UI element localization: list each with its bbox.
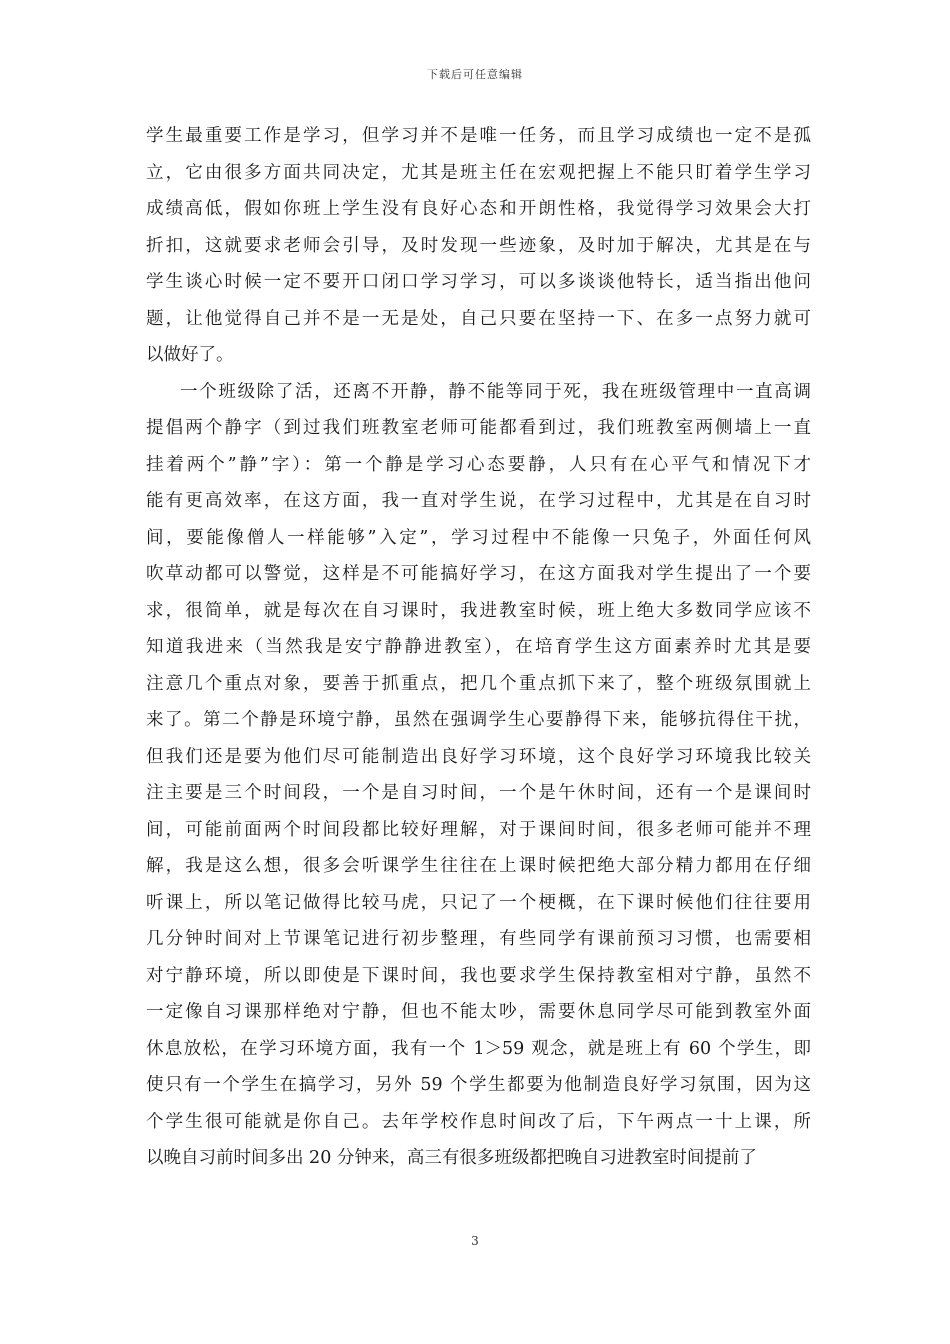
text-line: 学生谈心时候一定不要开口闭口学习学习，可以多谈谈他特长，适当指出他问	[146, 272, 811, 292]
text-line: 立，它由很多方面共同决定，尤其是班主任在宏观把握上不能只盯着学生学习	[146, 162, 811, 183]
paragraph-1	[146, 118, 811, 374]
text-line: 一个班级除了活，还离不开静，静不能等同于死，我在班级管理中一直高调	[180, 381, 811, 402]
text-line: 个学生很可能就是你自己。去年学校作息时间改了后，下午两点一十上课，所	[146, 1111, 811, 1132]
text-line: 知道我进来（当然我是安宁静静进教室），在培育学生这方面素养时尤其是要	[146, 637, 811, 657]
text-line: 解，我是这么想，很多会听课学生往往在上课时候把绝大部分精力都用在仔细	[146, 856, 811, 876]
text-line: 以做好了。	[146, 345, 234, 365]
text-line: 折扣，这就要求老师会引导，及时发现一些迹象，及时加于解决，尤其是在与	[146, 235, 811, 256]
document-body	[146, 118, 811, 1177]
text-line: 使只有一个学生在搞学习，另外 59 个学生都要为他制造良好学习氛围，因为这	[146, 1075, 811, 1095]
text-line: 一定像自习课那样绝对宁静，但也不能太吵，需要休息同学尽可能到教室外面	[146, 1002, 811, 1022]
page-header: 下载后可任意编辑	[427, 68, 523, 81]
text-line: 听课上，所以笔记做得比较马虎，只记了一个梗概，在下课时候他们往往要用	[146, 892, 811, 913]
text-line: 以晚自习前时间多出 20 分钟来，高三有很多班级都把晚自习进教室时间提前了	[146, 1148, 757, 1168]
text-line: 但我们还是要为他们尽可能制造出良好学习环境，这个良好学习环境我比较关	[146, 746, 811, 767]
text-line: 吹草动都可以警觉，这样是不可能搞好学习，在这方面我对学生提出了一个要	[146, 564, 811, 584]
text-line: 几分钟时间对上节课笔记进行初步整理，有些同学有课前预习习惯，也需要相	[146, 929, 811, 949]
text-line: 休息放松，在学习环境方面，我有一个 1＞59 观念，就是班上有 60 个学生，即	[146, 1038, 811, 1059]
text-line: 间，可能前面两个时间段都比较好理解，对于课间时间，很多老师可能并不理	[146, 819, 811, 840]
text-line: 对宁静环境，所以即使是下课时间，我也要求学生保持教室相对宁静，虽然不	[146, 965, 811, 986]
text-line: 注主要是三个时间段，一个是自习时间，一个是午休时间，还有一个是课间时	[146, 783, 811, 803]
text-line: 成绩高低，假如你班上学生没有良好心态和开朗性格，我觉得学习效果会大打	[146, 199, 811, 219]
text-line: 题，让他觉得自己并不是一无是处，自己只要在坚持一下、在多一点努力就可	[146, 308, 811, 329]
text-line: 挂着两个”静”字）：第一个静是学习心态要静，人只有在心平气和情况下才	[146, 454, 811, 475]
text-line: 间，要能像僧人一样能够”入定”，学习过程中不能像一只兔子，外面任何风	[146, 527, 811, 548]
page-number: 3	[471, 1234, 479, 1248]
text-line: 提倡两个静字（到过我们班教室老师可能都看到过，我们班教室两侧墙上一直	[146, 418, 811, 438]
text-line: 注意几个重点对象，要善于抓重点，把几个重点抓下来了，整个班级氛围就上	[146, 673, 811, 694]
text-line: 求，很简单，就是每次在自习课时，我进教室时候，班上绝大多数同学应该不	[146, 600, 811, 621]
text-line: 来了。第二个静是环境宁静，虽然在强调学生心要静得下来，能够抗得住干扰，	[146, 710, 811, 730]
text-line: 能有更高效率，在这方面，我一直对学生说，在学习过程中，尤其是在自习时	[146, 491, 811, 511]
paragraph-2	[146, 374, 811, 1177]
text-line: 学生最重要工作是学习，但学习并不是唯一任务，而且学习成绩也一定不是孤	[146, 126, 811, 146]
